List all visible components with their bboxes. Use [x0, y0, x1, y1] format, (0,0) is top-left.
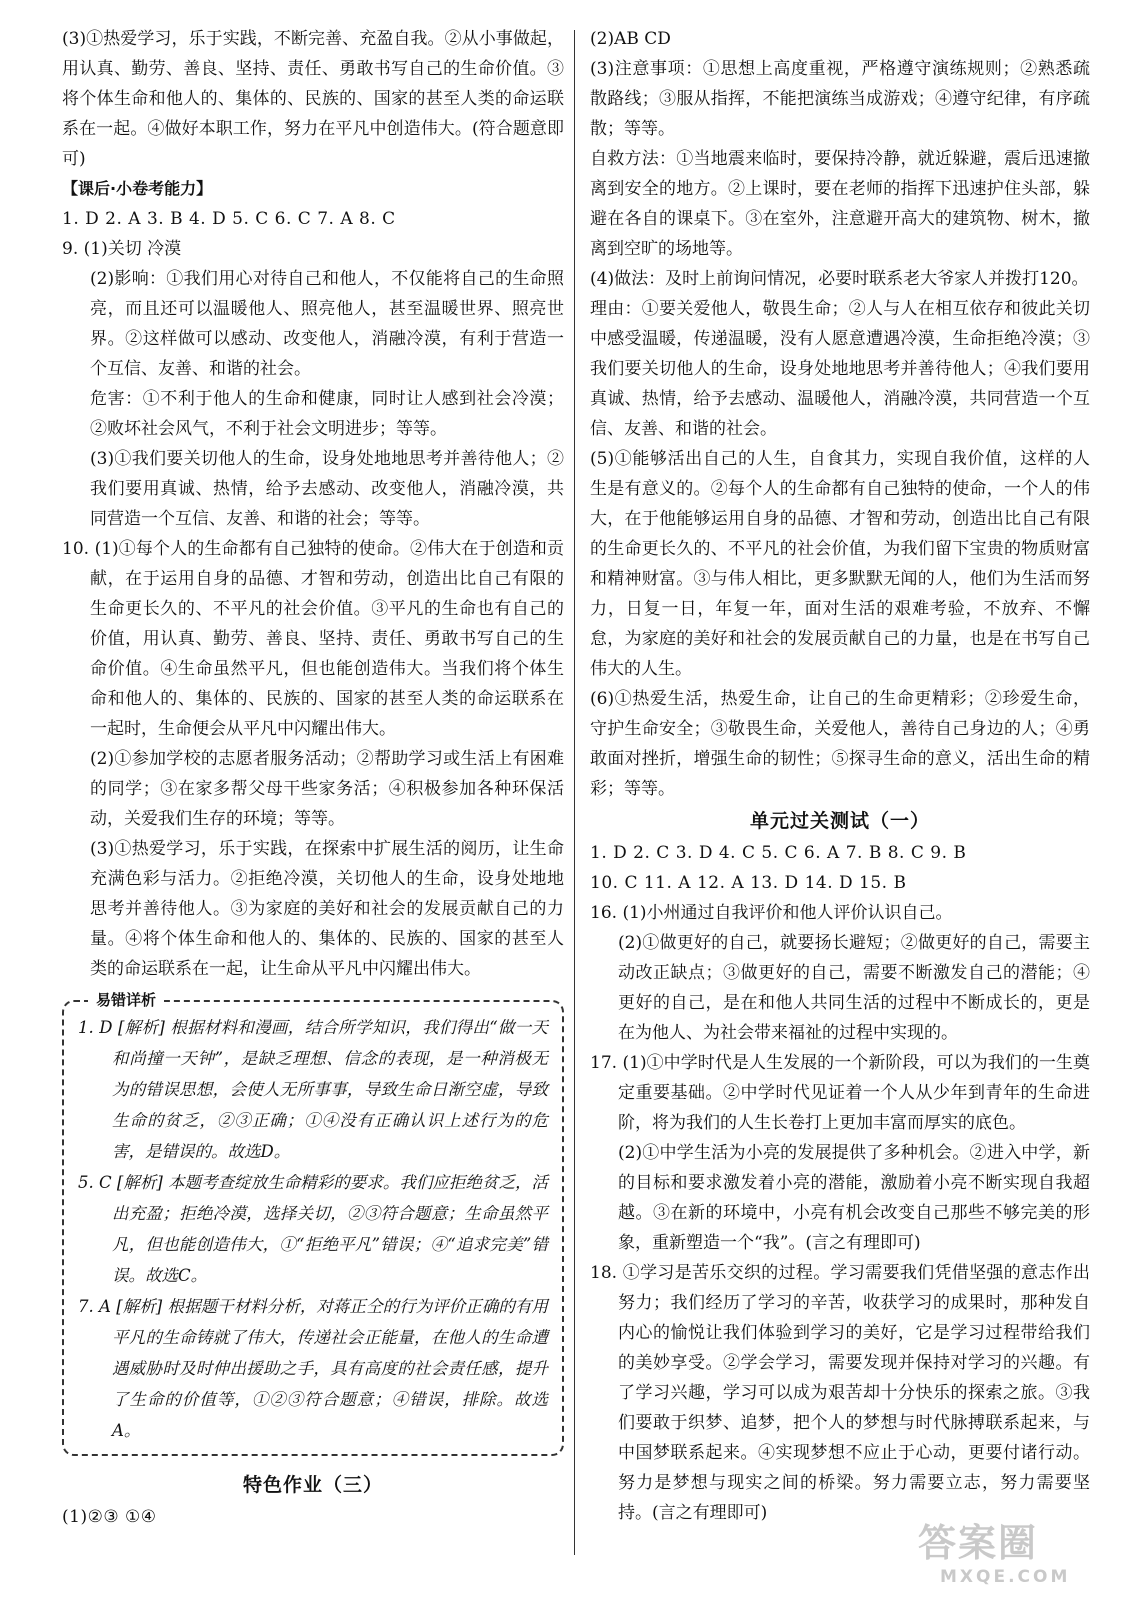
section-heading-after-class: 【课后·小卷考能力】 — [62, 179, 213, 198]
q3-notes: (3)注意事项：①思想上高度重视，严格遵守演练规则；②熟悉疏散路线；③服从指挥，不能把演练当成游戏；④遵守纪律，有序疏散；等等。 — [590, 59, 1090, 139]
right-column — [590, 24, 1090, 1528]
q17-part1: 17. (1)①中学时代是人生发展的一个新阶段，可以为我们的一生奠定重要基础。②中学时代见证着一个人从少年到青年的生命进阶，将为我们的人生长卷打上更加丰富而厚实的底色。 — [590, 1053, 1090, 1133]
q3-self-rescue: 自救方法：①当地震来临时，要保持冷静，就近躲避，震后迅速撤离到安全的地方。②上课时，要在老师的指挥下迅速护住头部，躲避在各自的课桌下。③在室外，注意避开高大的建筑物、树木，撤离到空旷的场地等。 — [590, 149, 1090, 259]
q9-part3: (3)①我们要关切他人的生命，设身处地地思考并善待他人；②我们要用真诚、热情，给予去感动、改变他人，消融冷漠，共同营造一个互信、友善、和谐的社会；等等。 — [90, 449, 564, 529]
q16-part2: (2)①做更好的自己，就要扬长避短；②做更好的自己，需要主动改正缺点；③做更好的自己，需要不断激发自己的潜能；④更好的自己，是在和他人共同生活的过程中不断成长的，更是在为他人、为社会带来福祉的过程中实现的。 — [618, 933, 1090, 1043]
watermark-url: MXQE.COM — [940, 1567, 1071, 1587]
left-column — [62, 24, 564, 1532]
q17-part2: (2)①中学生活为小亮的发展提供了多种机会。②进入中学，新的目标和要求激发着小亮的潜能，激励着小亮不断实现自我超越。③在新的环境中，小亮有机会改变自己那些不够完美的形象，重新塑造一个“我”。(言之有理即可) — [618, 1143, 1090, 1253]
error-analysis-box — [62, 991, 564, 1456]
q9-part1: 9. (1)关切 冷漠 — [62, 239, 182, 259]
q10-part2: (2)①参加学校的志愿者服务活动；②帮助学习或生活上有困难的同学；③在家多帮父母干些家务活；④积极参加各种环保活动，关爱我们生存的环境；等等。 — [90, 749, 564, 829]
q2-answer: (2)AB CD — [590, 29, 671, 49]
q4-reason: 理由：①要关爱他人，敬畏生命；②人与人在相互依存和彼此关切中感受温暖，传递温暖，没有人愿意遭遇冷漠，生命拒绝冷漠；③我们要关切他人的生命，设身处地地思考并善待他人；④我们要用真诚、热情，给予去感动、温暖他人，消融冷漠，共同营造一个互信、友善、和谐的社会。 — [590, 299, 1090, 439]
feature-homework-answer: (1)②③ ①④ — [62, 1507, 157, 1527]
unit-answers-1-9: 1. D 2. C 3. D 4. C 5. C 6. A 7. B 8. C 9. B — [590, 843, 967, 863]
column-divider — [574, 30, 575, 1555]
error-item-7: 7. A [解析] 根据题干材料分析，对蒋正仝的行为评价正确的有用平凡的生命铸就了伟大，传递社会正能量，在他人的生命遭遇威胁时及时伸出援助之手，具有高度的社会责任感，提升了生命的价值等，①②③符合题意；④错误，排除。故选A。 — [78, 1297, 548, 1440]
q18-answer: 18. ①学习是苦乐交织的过程。学习需要我们凭借坚强的意志作出努力；我们经历了学习的辛苦，收获学习的成果时，那种发自内心的愉悦让我们体验到学习的美好，它是学习过程带给我们的美妙享受。②学会学习，需要发现并保持对学习的兴趣。有了学习兴趣，学习可以成为艰苦却十分快乐的探索之旅。③我们要敢于织梦、追梦，把个人的梦想与时代脉搏联系起来，与中国梦联系起来。④实现梦想不应止于心动，更要付诸行动。努力是梦想与现实之间的桥梁。努力需要立志，努力需要坚持。(言之有理即可) — [590, 1263, 1090, 1523]
paragraph-q3-continued: (3)①热爱学习，乐于实践，不断完善、充盈自我。②从小事做起，用认真、勤劳、善良、坚持、责任、勇敢书写自己的生命价值。③将个体生命和他人的、集体的、民族的、国家的甚至人类的命运联系在一起。④做好本职工作，努力在平凡中创造伟大。(符合题意即可) — [62, 29, 564, 169]
q9-harm: 危害：①不利于他人的生命和健康，同时让人感到社会冷漠；②败坏社会风气，不利于社会文明进步；等等。 — [90, 389, 564, 439]
answers-1-8: 1. D 2. A 3. B 4. D 5. C 6. C 7. A 8. C — [62, 209, 396, 229]
q5-answer: (5)①能够活出自己的人生，自食其力，实现自我价值，这样的人生是有意义的。②每个人的生命都有自己独特的使命，一个人的伟大，在于他能够运用自身的品德、才智和劳动，创造出比自己有限的生命更长久的、不平凡的社会价值，为我们留下宝贵的物质财富和精神财富。③与伟人相比，更多默默无闻的人，他们为生活而努力，日复一日，年复一年，面对生活的艰难考验，不放弃、不懈怠，为家庭的美好和社会的发展贡献自己的力量，也是在书写自己伟大的人生。 — [590, 449, 1090, 679]
q9-part2: (2)影响：①我们用心对待自己和他人，不仅能将自己的生命照亮，而且还可以温暖他人、照亮他人，甚至温暖世界、照亮世界。②这样做可以感动、改变他人，消融冷漠，有利于营造一个互信、友善、和谐的社会。 — [90, 269, 564, 379]
q6-answer: (6)①热爱生活，热爱生命，让自己的生命更精彩；②珍爱生命，守护生命安全；③敬畏生命，关爱他人，善待自己身边的人；④勇敢面对挫折，增强生命的韧性；⑤探寻生命的意义，活出生命的精彩；等等。 — [590, 689, 1090, 799]
unit-test-title: 单元过关测试（一） — [749, 810, 930, 832]
watermark-logo-text: 答案圈 — [918, 1521, 1039, 1565]
q10-part1: 10. (1)①每个人的生命都有自己独特的使命。②伟大在于创造和贡献，在于运用自身的品德、才智和劳动，创造出比自己有限的生命更长久的、不平凡的社会价值。③平凡的生命也有自己的价值，用认真、勤劳、善良、坚持、责任、勇敢书写自己的生命价值。④生命虽然平凡，但也能创造伟大。当我们将个体生命和他人的、集体的、民族的、国家的甚至人类的命运联系在一起时，生命便会从平凡中闪耀出伟大。 — [62, 539, 564, 739]
q10-part3: (3)①热爱学习，乐于实践，在探索中扩展生活的阅历，让生命充满色彩与活力。②拒绝冷漠，关切他人的生命，设身处地地思考并善待他人。③为家庭的美好和社会的发展贡献自己的力量。④将个体生命和他人的、集体的、民族的、国家的甚至人类的命运联系在一起，让生命从平凡中闪耀出伟大。 — [90, 839, 564, 979]
unit-answers-10-15: 10. C 11. A 12. A 13. D 14. D 15. B — [590, 873, 907, 893]
feature-homework-title: 特色作业（三） — [242, 1474, 383, 1496]
q16-part1: 16. (1)小州通过自我评价和他人评价认识自己。 — [590, 903, 953, 923]
site-watermark — [918, 1512, 1108, 1592]
error-item-5: 5. C [解析] 本题考查绽放生命精彩的要求。我们应拒绝贫乏，活出充盈；拒绝冷漠，选择关切，②③符合题意；生命虽然平凡，但也能创造伟大，①“拒绝平凡”错误；④“追求完美”错误。故选C。 — [78, 1173, 548, 1285]
q4-action: (4)做法：及时上前询问情况，必要时联系老大爷家人并拨打120。 — [590, 269, 1089, 289]
error-analysis-title: 易错详析 — [88, 989, 164, 1011]
error-item-1: 1. D [解析] 根据材料和漫画，结合所学知识，我们得出“做一天和尚撞一天钟”，是缺乏理想、信念的表现，是一种消极无为的错误思想，会使人无所事事，导致生命日渐空虚，导致生命的贫乏，②③正确；①④没有正确认识上述行为的危害，是错误的。故选D。 — [78, 1018, 548, 1161]
